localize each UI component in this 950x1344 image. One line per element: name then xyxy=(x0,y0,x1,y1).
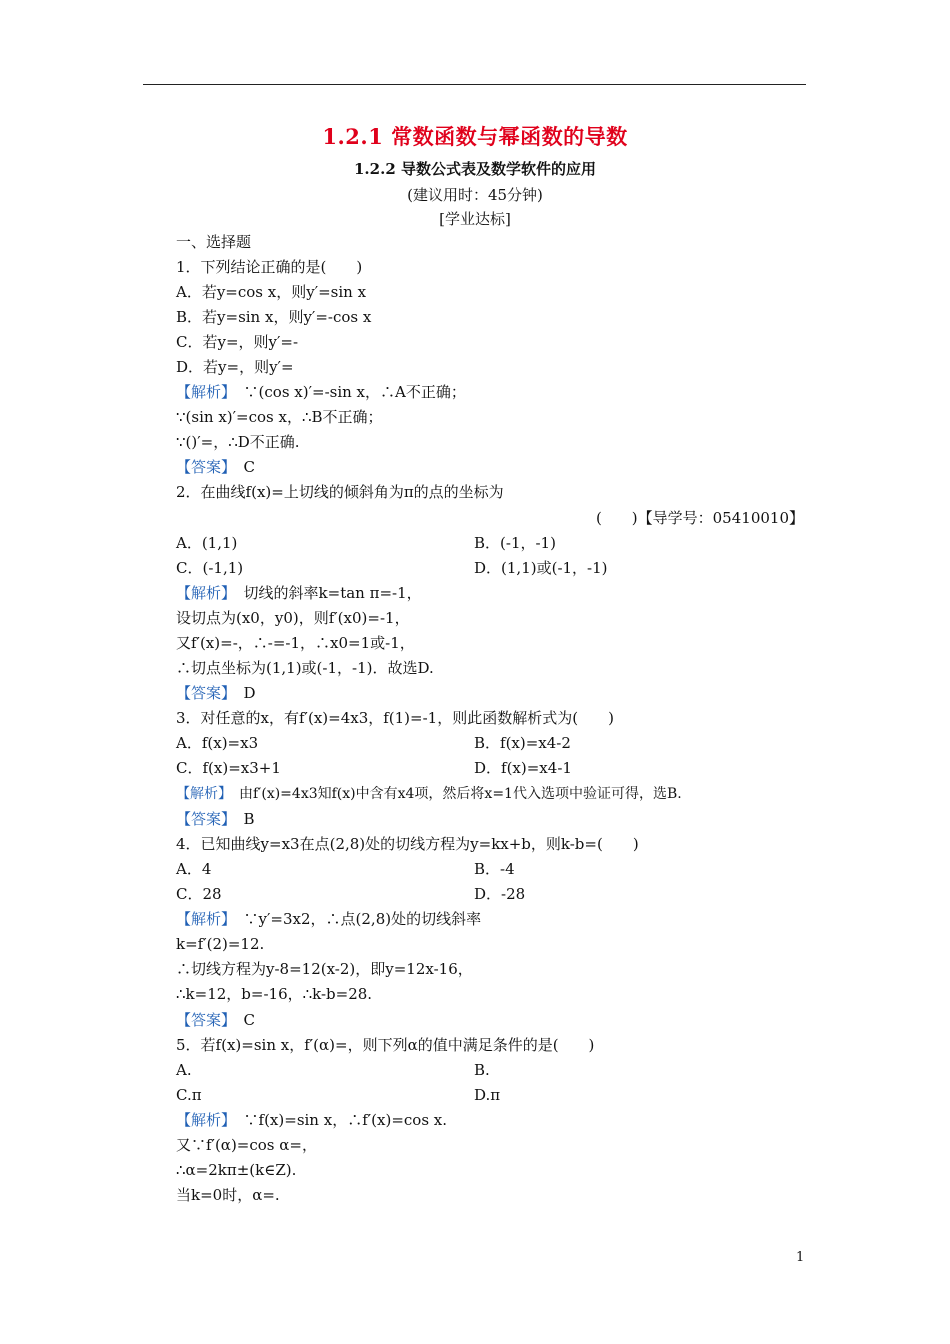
q3-analysis-line: 由f′(x)=4x3知f(x)中含有x4项，然后将x=1代入选项中验证可得，选B. xyxy=(239,786,682,802)
q3-option-c: C．f(x)=x3+1 xyxy=(176,759,281,777)
q4-analysis-line: ∵y′=3x2，∴点(2,8)处的切线斜率 xyxy=(243,910,482,928)
q3-answer xyxy=(176,809,255,829)
q4-analysis-line: k=f′(2)=12. xyxy=(176,935,265,953)
q5-analysis-line: 当k=0时，α=. xyxy=(176,1186,280,1204)
q4-option-a: A．4 xyxy=(176,860,212,878)
answer-tag: 【答案】 xyxy=(176,458,229,476)
q4-analysis xyxy=(176,909,481,929)
q5-option-c: C.π xyxy=(176,1086,202,1104)
q2-option-d: D．(1,1)或(-1，-1) xyxy=(474,559,608,577)
q1-answer-value: C xyxy=(243,458,256,476)
analysis-tag: 【解析】 xyxy=(176,1111,229,1129)
q4-option-c: C．28 xyxy=(176,885,222,903)
header-rule xyxy=(143,84,806,85)
q1-analysis-line: ∵()′=，∴D不正确. xyxy=(176,433,300,451)
q5-analysis xyxy=(176,1110,447,1130)
question-5-stem: 5．若f(x)=sin x，f′(α)=，则下列α的值中满足条件的是( ) xyxy=(176,1036,595,1054)
question-2-stem: 2．在曲线f(x)=上切线的倾斜角为π的点的坐标为 xyxy=(176,483,504,501)
q5-option-a: A. xyxy=(176,1061,192,1079)
q2-option-b: B．(-1，-1) xyxy=(474,534,556,552)
q1-option-b: B．若y=sin x，则y′=-cos x xyxy=(176,308,372,326)
q3-analysis xyxy=(176,784,682,804)
analysis-tag: 【解析】 xyxy=(176,383,229,401)
q4-answer-value: C xyxy=(243,1011,256,1029)
q2-option-c: C．(-1,1) xyxy=(176,559,244,577)
q1-option-c: C．若y=，则y′=- xyxy=(176,333,299,351)
q1-analysis xyxy=(176,382,466,402)
question-1-stem: 1．下列结论正确的是( ) xyxy=(176,258,363,276)
q2-analysis-line: 切线的斜率k=tan π=-1， xyxy=(243,584,422,602)
q3-option-b: B．f(x)=x4-2 xyxy=(474,734,571,752)
analysis-tag: 【解析】 xyxy=(176,584,229,602)
q2-option-a: A．(1,1) xyxy=(176,534,238,552)
q3-option-a: A．f(x)=x3 xyxy=(176,734,259,752)
q4-option-b: B．-4 xyxy=(474,860,515,878)
q2-analysis-line: 又f′(x)=-，∴-=-1，∴x0=1或-1， xyxy=(176,634,415,652)
q3-answer-value: B xyxy=(243,810,255,828)
q1-analysis-line: ∵(sin x)′=cos x，∴B不正确； xyxy=(176,408,383,426)
answer-tag: 【答案】 xyxy=(176,684,229,702)
q1-answer xyxy=(176,457,255,477)
page-number: 1 xyxy=(796,1250,805,1265)
page-subtitle: 1.2.2 导数公式表及数学软件的应用 xyxy=(354,160,596,178)
q1-option-d: D．若y=，则y′= xyxy=(176,358,294,376)
q2-analysis-line: ∴切点坐标为(1,1)或(-1，-1)．故选D. xyxy=(176,659,434,677)
q5-option-b: B. xyxy=(474,1061,490,1079)
q5-analysis-line: ∴α=2kπ±(k∈Z). xyxy=(176,1161,297,1179)
q1-analysis-line: ∵(cos x)′=-sin x，∴A不正确； xyxy=(243,383,466,401)
q2-analysis xyxy=(176,583,422,603)
answer-tag: 【答案】 xyxy=(176,810,229,828)
q5-option-d: D.π xyxy=(474,1086,501,1104)
q4-analysis-line: ∴k=12，b=-16，∴k-b=28. xyxy=(176,985,373,1003)
q3-option-d: D．f(x)=x4-1 xyxy=(474,759,572,777)
q2-guide-number: ( )【导学号：05410010】 xyxy=(595,509,804,527)
q2-answer xyxy=(176,683,256,703)
section-heading: 一、选择题 xyxy=(176,233,252,251)
q5-analysis-line: ∵f(x)=sin x，∴f′(x)=cos x. xyxy=(243,1111,448,1129)
question-3-stem: 3．对任意的x，有f′(x)=4x3，f(1)=-1，则此函数解析式为( ) xyxy=(176,709,614,727)
q4-option-d: D．-28 xyxy=(474,885,526,903)
answer-tag: 【答案】 xyxy=(176,1011,229,1029)
analysis-tag: 【解析】 xyxy=(176,786,225,802)
time-hint: (建议用时：45分钟) xyxy=(407,186,543,204)
q2-analysis-line: 设切点为(x0，y0)，则f′(x0)=-1， xyxy=(176,609,410,627)
question-4-stem: 4．已知曲线y=x3在点(2,8)处的切线方程为y=kx+b，则k-b=( ) xyxy=(176,835,639,853)
q2-answer-value: D xyxy=(243,684,256,702)
section-tag: [学业达标] xyxy=(439,210,511,228)
page-title: 1.2.1 常数函数与幂函数的导数 xyxy=(322,124,628,149)
q5-analysis-line: 又∵f′(α)=cos α=， xyxy=(176,1136,317,1154)
q4-answer xyxy=(176,1010,255,1030)
q4-analysis-line: ∴切线方程为y-8=12(x-2)，即y=12x-16， xyxy=(176,960,473,978)
q1-option-a: A．若y=cos x，则y′=sin x xyxy=(176,283,367,301)
analysis-tag: 【解析】 xyxy=(176,910,229,928)
